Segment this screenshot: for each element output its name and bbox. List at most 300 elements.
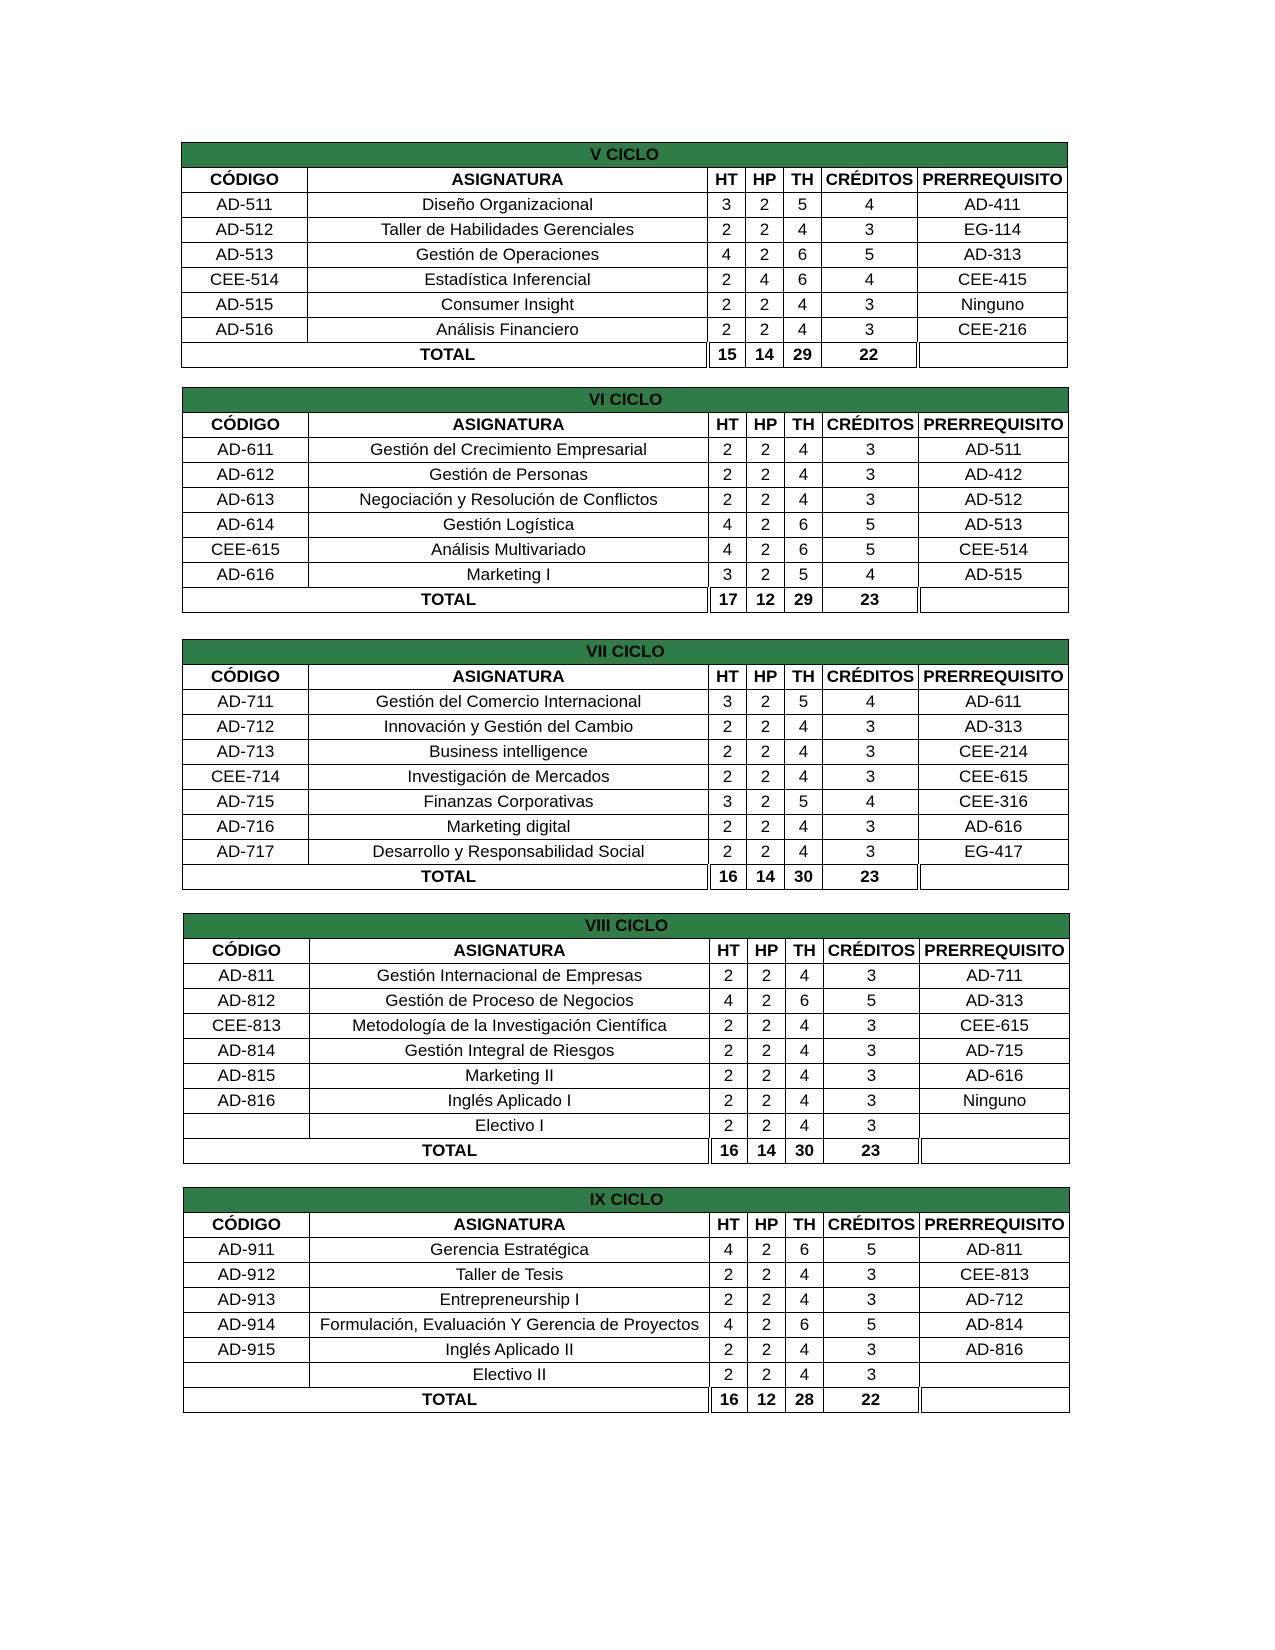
cell-credits: 3 [823,488,919,513]
cell-subject: Innovación y Gestión del Cambio [309,715,709,740]
table-row [183,563,1069,588]
cell-code: AD-511 [182,193,308,218]
cell-prereq: AD-816 [920,1338,1070,1363]
cell-prereq: CEE-813 [920,1263,1070,1288]
total-row [183,588,1069,613]
total-prereq-empty [920,1139,1070,1164]
table-row [184,1238,1070,1263]
cell-credits: 3 [824,1064,920,1089]
cell-th: 4 [785,463,823,488]
cell-code: AD-811 [184,964,310,989]
cell-prereq: Ninguno [918,293,1068,318]
table-row [183,790,1069,815]
table-row [182,243,1068,268]
cell-hp: 2 [747,815,785,840]
cell-prereq: CEE-316 [919,790,1069,815]
table-row [183,715,1069,740]
cell-subject: Análisis Multivariado [309,538,709,563]
cell-prereq: CEE-214 [919,740,1069,765]
column-header-prereq: PRERREQUISITO [918,168,1068,193]
cell-prereq: AD-712 [920,1288,1070,1313]
cell-prereq: AD-313 [920,989,1070,1014]
cell-th: 6 [784,243,822,268]
cycle-table [182,387,1069,613]
table-row [183,488,1069,513]
column-header-credits: CRÉDITOS [824,939,920,964]
cell-credits: 3 [824,1039,920,1064]
table-row [184,1263,1070,1288]
cell-hp: 2 [747,538,785,563]
cell-code: AD-616 [183,563,309,588]
cycle-table [183,913,1070,1164]
table-row [184,1064,1070,1089]
total-th: 30 [786,1139,824,1164]
total-th: 29 [785,588,823,613]
cell-th: 4 [786,1064,824,1089]
cell-prereq: AD-313 [918,243,1068,268]
cell-hp: 2 [746,243,784,268]
cell-ht: 2 [709,765,747,790]
total-row [183,865,1069,890]
cell-prereq: AD-515 [919,563,1069,588]
cell-ht: 2 [709,815,747,840]
table-row [183,690,1069,715]
cell-hp: 2 [747,690,785,715]
cell-ht: 2 [710,1288,748,1313]
cell-code: AD-816 [184,1089,310,1114]
cell-credits: 3 [823,715,919,740]
cell-code: CEE-615 [183,538,309,563]
cell-code: AD-913 [184,1288,310,1313]
cell-subject: Business intelligence [309,740,709,765]
cell-ht: 4 [708,243,746,268]
cell-code: AD-614 [183,513,309,538]
cell-subject: Análisis Financiero [308,318,708,343]
cell-prereq: AD-811 [920,1238,1070,1263]
cell-hp: 2 [748,989,786,1014]
cell-ht: 2 [709,488,747,513]
cell-subject: Gerencia Estratégica [310,1238,710,1263]
cell-th: 6 [784,268,822,293]
cell-code: AD-815 [184,1064,310,1089]
cell-code: AD-516 [182,318,308,343]
cell-code: AD-515 [182,293,308,318]
cell-credits: 4 [823,790,919,815]
column-header-subject: ASIGNATURA [310,939,710,964]
column-header-code: CÓDIGO [183,665,309,690]
cell-ht: 2 [709,438,747,463]
cell-prereq: CEE-514 [919,538,1069,563]
cell-code: AD-911 [184,1238,310,1263]
cell-prereq: EG-114 [918,218,1068,243]
cell-ht: 2 [710,1263,748,1288]
table-row [183,815,1069,840]
cell-code: AD-717 [183,840,309,865]
cell-ht: 2 [710,1089,748,1114]
cell-hp: 2 [748,1263,786,1288]
cell-subject: Formulación, Evaluación Y Gerencia de Proyectos [310,1313,710,1338]
cell-hp: 2 [748,1288,786,1313]
column-header-subject: ASIGNATURA [309,413,709,438]
table-row [184,1313,1070,1338]
cell-hp: 2 [748,1338,786,1363]
cell-prereq: AD-412 [919,463,1069,488]
cell-code: AD-612 [183,463,309,488]
table-row [183,438,1069,463]
cell-ht: 3 [709,563,747,588]
total-label: TOTAL [183,865,709,890]
cell-th: 4 [786,1263,824,1288]
total-hp: 14 [746,343,784,368]
cell-hp: 2 [746,218,784,243]
cell-subject: Gestión de Operaciones [308,243,708,268]
cell-th: 5 [785,690,823,715]
cell-subject: Desarrollo y Responsabilidad Social [309,840,709,865]
total-th: 30 [785,865,823,890]
total-label: TOTAL [183,588,709,613]
cell-subject: Electivo II [310,1363,710,1388]
cell-th: 4 [785,740,823,765]
cell-prereq: AD-313 [919,715,1069,740]
cell-hp: 2 [747,438,785,463]
cell-credits: 3 [822,293,918,318]
cell-code: AD-613 [183,488,309,513]
total-label: TOTAL [184,1388,710,1413]
column-header-credits: CRÉDITOS [822,168,918,193]
cell-code: CEE-514 [182,268,308,293]
table-row [184,989,1070,1014]
cell-hp: 2 [746,193,784,218]
total-row [184,1139,1070,1164]
column-header-subject: ASIGNATURA [309,665,709,690]
cell-code: AD-611 [183,438,309,463]
cell-th: 4 [784,293,822,318]
cell-prereq: AD-715 [920,1039,1070,1064]
cell-code: AD-711 [183,690,309,715]
cell-prereq: CEE-216 [918,318,1068,343]
cell-prereq: AD-611 [919,690,1069,715]
cell-credits: 3 [823,438,919,463]
table-row [184,1089,1070,1114]
total-credits: 22 [822,343,918,368]
header-row [183,665,1069,690]
total-hp: 14 [747,865,785,890]
cell-subject: Negociación y Resolución de Conflictos [309,488,709,513]
column-header-th: TH [785,413,823,438]
table-row [182,218,1068,243]
cell-prereq [920,1114,1070,1139]
cell-ht: 2 [708,218,746,243]
column-header-ht: HT [710,939,748,964]
cell-th: 5 [785,790,823,815]
total-prereq-empty [920,1388,1070,1413]
total-hp: 12 [747,588,785,613]
cell-credits: 3 [822,218,918,243]
cell-subject: Diseño Organizacional [308,193,708,218]
cycle-title-row [183,640,1069,665]
cell-subject: Gestión de Proceso de Negocios [310,989,710,1014]
cell-th: 4 [786,1014,824,1039]
table-row [183,538,1069,563]
cell-subject: Entrepreneurship I [310,1288,710,1313]
cell-hp: 2 [747,840,785,865]
column-header-subject: ASIGNATURA [310,1213,710,1238]
cell-ht: 4 [709,538,747,563]
cell-credits: 5 [823,538,919,563]
total-prereq-empty [919,588,1069,613]
cell-ht: 2 [709,840,747,865]
cell-credits: 5 [823,513,919,538]
cell-prereq: AD-513 [919,513,1069,538]
total-ht: 16 [710,1139,748,1164]
cell-credits: 3 [824,1114,920,1139]
cell-subject: Gestión Integral de Riesgos [310,1039,710,1064]
column-header-prereq: PRERREQUISITO [920,939,1070,964]
cell-prereq: Ninguno [920,1089,1070,1114]
cell-th: 4 [785,715,823,740]
cell-ht: 4 [709,513,747,538]
total-label: TOTAL [184,1139,710,1164]
cell-ht: 4 [710,1238,748,1263]
cell-ht: 3 [709,690,747,715]
table-row [183,840,1069,865]
cell-subject: Gestión de Personas [309,463,709,488]
cell-subject: Gestión Logística [309,513,709,538]
total-ht: 16 [709,865,747,890]
column-header-th: TH [786,939,824,964]
cell-ht: 2 [709,715,747,740]
cell-code: AD-712 [183,715,309,740]
cell-code [184,1114,310,1139]
cell-ht: 2 [708,293,746,318]
header-row [184,939,1070,964]
cell-th: 5 [784,193,822,218]
total-row [184,1388,1070,1413]
cell-credits: 3 [824,1363,920,1388]
cell-subject: Inglés Aplicado I [310,1089,710,1114]
cell-prereq: AD-512 [919,488,1069,513]
cycle-title-row [183,388,1069,413]
cell-prereq: AD-511 [919,438,1069,463]
cell-th: 4 [785,438,823,463]
column-header-code: CÓDIGO [183,413,309,438]
cell-hp: 2 [747,488,785,513]
cell-code: AD-513 [182,243,308,268]
table-row [184,1338,1070,1363]
column-header-code: CÓDIGO [182,168,308,193]
column-header-hp: HP [748,939,786,964]
cell-credits: 5 [824,1238,920,1263]
cell-code: AD-814 [184,1039,310,1064]
total-credits: 23 [823,588,919,613]
cell-credits: 3 [822,318,918,343]
cell-hp: 4 [746,268,784,293]
cell-prereq: CEE-615 [920,1014,1070,1039]
cell-th: 6 [785,513,823,538]
total-prereq-empty [918,343,1068,368]
cell-prereq: AD-616 [919,815,1069,840]
cell-hp: 2 [746,293,784,318]
column-header-prereq: PRERREQUISITO [919,413,1069,438]
cell-ht: 2 [710,1338,748,1363]
cell-ht: 2 [710,1039,748,1064]
cell-code: CEE-714 [183,765,309,790]
cell-subject: Investigación de Mercados [309,765,709,790]
cell-subject: Gestión Internacional de Empresas [310,964,710,989]
cell-subject: Inglés Aplicado II [310,1338,710,1363]
cell-code: AD-912 [184,1263,310,1288]
column-header-prereq: PRERREQUISITO [920,1213,1070,1238]
cell-prereq: AD-411 [918,193,1068,218]
total-label: TOTAL [182,343,708,368]
cell-prereq: CEE-415 [918,268,1068,293]
cell-credits: 5 [824,989,920,1014]
cycle-title: VII CICLO [183,640,1069,665]
cell-code: AD-716 [183,815,309,840]
table-row [182,293,1068,318]
cell-code: CEE-813 [184,1014,310,1039]
cell-th: 5 [785,563,823,588]
cell-code: AD-914 [184,1313,310,1338]
cycle-title-row [184,914,1070,939]
total-prereq-empty [919,865,1069,890]
column-header-credits: CRÉDITOS [823,665,919,690]
cycle-title: VI CICLO [183,388,1069,413]
table-row [184,1114,1070,1139]
cell-hp: 2 [748,1039,786,1064]
cell-subject: Estadística Inferencial [308,268,708,293]
cell-code: AD-512 [182,218,308,243]
cell-prereq [920,1363,1070,1388]
cell-th: 4 [786,1039,824,1064]
column-header-th: TH [785,665,823,690]
cell-subject: Gestión del Crecimiento Empresarial [309,438,709,463]
cell-ht: 2 [710,964,748,989]
total-hp: 12 [748,1388,786,1413]
cell-prereq: AD-616 [920,1064,1070,1089]
cell-ht: 3 [709,790,747,815]
cell-code: AD-915 [184,1338,310,1363]
cell-subject: Marketing digital [309,815,709,840]
cell-th: 4 [784,218,822,243]
cycle-table [181,142,1068,368]
column-header-code: CÓDIGO [184,1213,310,1238]
cell-hp: 2 [748,964,786,989]
cell-hp: 2 [747,715,785,740]
table-row [183,513,1069,538]
cell-ht: 2 [710,1064,748,1089]
cell-prereq: AD-814 [920,1313,1070,1338]
cell-th: 6 [786,989,824,1014]
cell-ht: 4 [710,989,748,1014]
cell-subject: Electivo I [310,1114,710,1139]
table-row [182,318,1068,343]
cell-subject: Gestión del Comercio Internacional [309,690,709,715]
total-th: 29 [784,343,822,368]
cell-ht: 2 [709,463,747,488]
cell-ht: 2 [708,318,746,343]
column-header-hp: HP [748,1213,786,1238]
cell-code [184,1363,310,1388]
cell-credits: 3 [824,964,920,989]
cell-th: 6 [786,1238,824,1263]
total-credits: 23 [823,865,919,890]
column-header-hp: HP [747,665,785,690]
column-header-credits: CRÉDITOS [824,1213,920,1238]
cell-th: 4 [786,1089,824,1114]
cell-th: 4 [786,1288,824,1313]
header-row [183,413,1069,438]
cell-prereq: CEE-615 [919,765,1069,790]
cell-credits: 4 [822,268,918,293]
cell-subject: Consumer Insight [308,293,708,318]
cell-hp: 2 [748,1089,786,1114]
column-header-code: CÓDIGO [184,939,310,964]
total-ht: 15 [708,343,746,368]
cell-credits: 3 [823,765,919,790]
cell-subject: Finanzas Corporativas [309,790,709,815]
cell-subject: Taller de Tesis [310,1263,710,1288]
cell-subject: Metodología de la Investigación Científica [310,1014,710,1039]
cell-hp: 2 [748,1114,786,1139]
total-credits: 22 [824,1388,920,1413]
cell-credits: 3 [824,1263,920,1288]
cell-credits: 3 [823,740,919,765]
total-hp: 14 [748,1139,786,1164]
cell-th: 4 [784,318,822,343]
table-row [184,1288,1070,1313]
column-header-subject: ASIGNATURA [308,168,708,193]
cell-credits: 3 [824,1288,920,1313]
cell-hp: 2 [747,790,785,815]
total-th: 28 [786,1388,824,1413]
cell-credits: 5 [822,243,918,268]
cycle-title: V CICLO [182,143,1068,168]
cycle-title: VIII CICLO [184,914,1070,939]
cell-subject: Marketing I [309,563,709,588]
column-header-hp: HP [747,413,785,438]
cell-ht: 3 [708,193,746,218]
cell-credits: 3 [824,1014,920,1039]
column-header-credits: CRÉDITOS [823,413,919,438]
cell-hp: 2 [747,513,785,538]
table-row [184,1363,1070,1388]
cell-ht: 2 [710,1363,748,1388]
column-header-ht: HT [708,168,746,193]
column-header-ht: HT [709,413,747,438]
total-row [182,343,1068,368]
cell-hp: 2 [748,1363,786,1388]
cell-prereq: EG-417 [919,840,1069,865]
cell-subject: Marketing II [310,1064,710,1089]
cell-th: 4 [786,1338,824,1363]
cell-credits: 3 [823,463,919,488]
cell-th: 6 [785,538,823,563]
header-row [184,1213,1070,1238]
cell-hp: 2 [747,563,785,588]
table-row [182,193,1068,218]
cycle-title-row [184,1188,1070,1213]
cell-hp: 2 [747,740,785,765]
cell-prereq: AD-711 [920,964,1070,989]
table-row [184,1014,1070,1039]
cycle-table [183,1187,1070,1413]
table-row [184,1039,1070,1064]
column-header-ht: HT [710,1213,748,1238]
cell-th: 4 [785,765,823,790]
cell-hp: 2 [746,318,784,343]
cell-credits: 5 [824,1313,920,1338]
